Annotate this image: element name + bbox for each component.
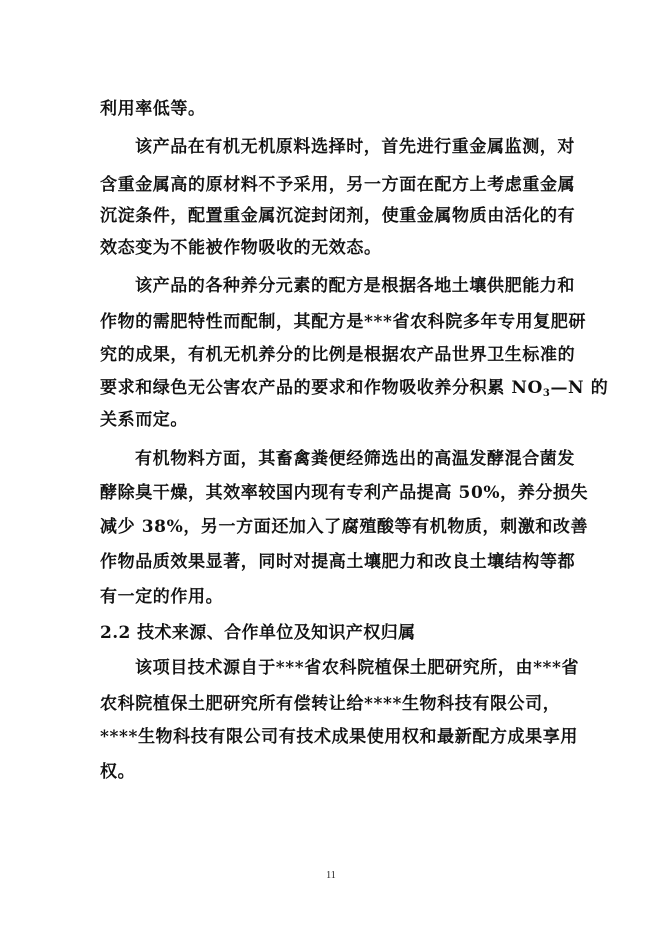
paragraph-line: 农科院植保土肥研究所有偿转让给****生物科技有限公司， xyxy=(100,694,561,714)
paragraph-line: 究的成果，有机无机养分的比例是根据农产品世界卫生标准的 xyxy=(100,345,576,365)
paragraph-line: 效态变为不能被作物吸收的无效态。 xyxy=(100,238,382,258)
paragraph-line: 含重金属高的原材料不予采用，另一方面在配方上考虑重金属 xyxy=(100,175,576,195)
paragraph-line: 作物的需肥特性而配制，其配方是***省农科院多年专用复肥研 xyxy=(100,312,587,332)
paragraph-line: ****生物科技有限公司有技术成果使用权和最新配方成果享用 xyxy=(100,727,578,747)
paragraph-line: 有一定的作用。 xyxy=(100,587,224,607)
page-number: 11 xyxy=(326,870,336,881)
formula-text-before: 要求和绿色无公害农产品的要求和作物吸收养分积累 NO xyxy=(100,378,543,398)
paragraph-line: 该产品的各种养分元素的配方是根据各地土壤供肥能力和 xyxy=(135,276,575,296)
paragraph-line-with-formula xyxy=(100,380,608,399)
paragraph-line: 关系而定。 xyxy=(100,410,188,430)
section-heading: 2.2 技术来源、合作单位及知识产权归属 xyxy=(100,623,416,643)
paragraph-line: 该产品在有机无机原料选择时，首先进行重金属监测，对 xyxy=(135,137,575,157)
paragraph-line: 有机物料方面，其畜禽粪便经筛选出的高温发酵混合菌发 xyxy=(135,449,575,469)
formula-text-after: —N 的 xyxy=(550,378,609,398)
paragraph-line: 减少 38%，另一方面还加入了腐殖酸等有机物质，刺激和改善 xyxy=(100,517,589,537)
paragraph-line: 酵除臭干燥，其效率较国内现有专利产品提高 50%，养分损失 xyxy=(100,483,589,503)
paragraph-line: 作物品质效果显著，同时对提高土壤肥力和改良土壤结构等都 xyxy=(100,552,576,572)
paragraph-line: 权。 xyxy=(100,762,136,782)
paragraph-line: 该项目技术源自于***省农科院植保土肥研究所，由***省 xyxy=(135,658,580,678)
paragraph-line: 沉淀条件，配置重金属沉淀封闭剂，使重金属物质由活化的有 xyxy=(100,206,576,226)
formula-subscript: 3 xyxy=(542,388,551,399)
paragraph-line: 利用率低等。 xyxy=(100,99,206,119)
